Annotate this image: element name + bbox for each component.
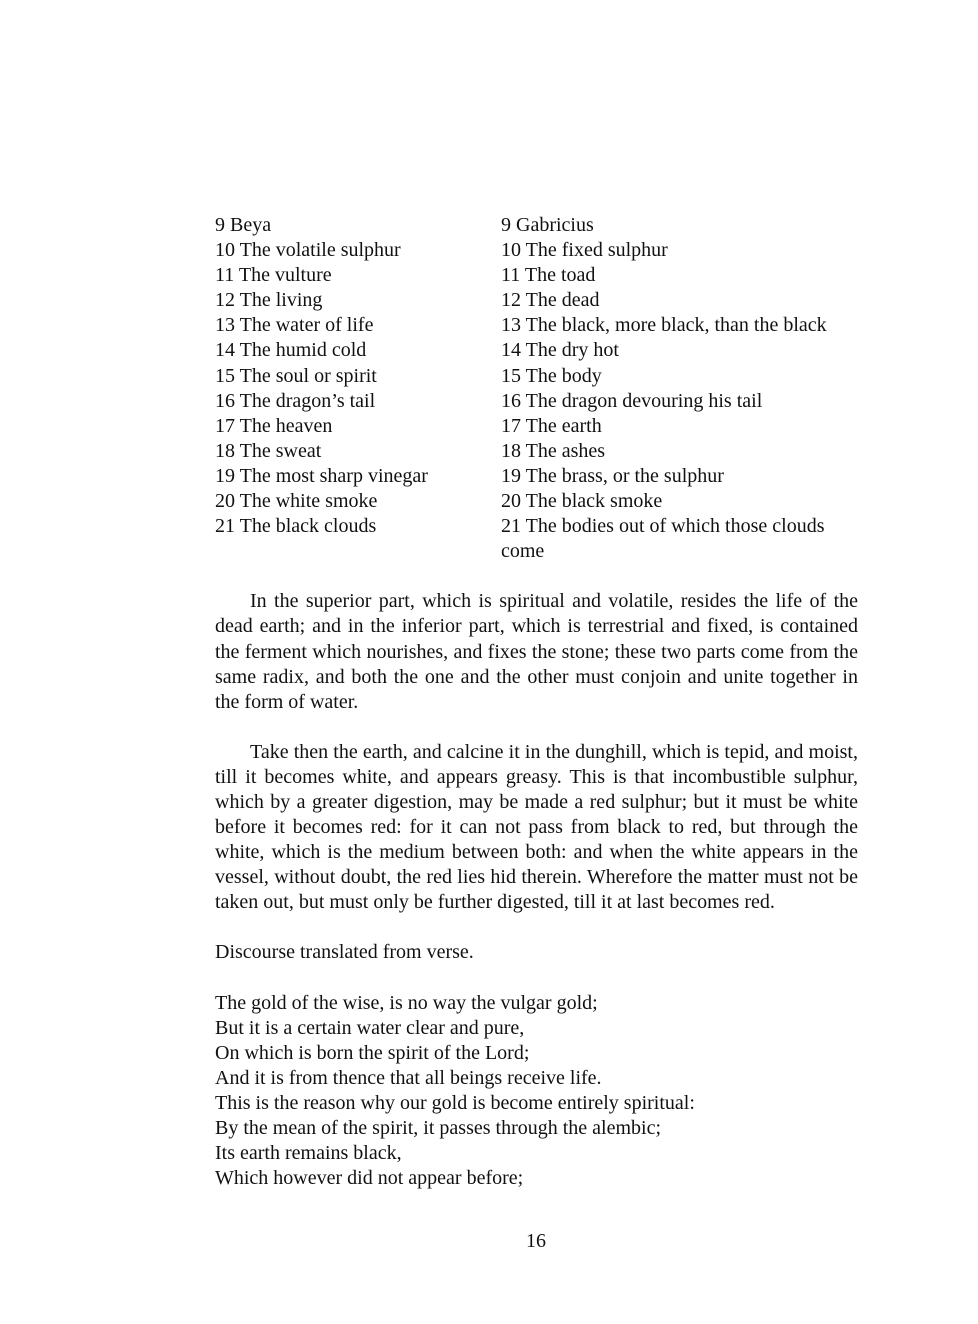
table-cell-left: 20 The white smoke [215,490,378,513]
verse-block [215,991,858,1192]
table-cell-left: 13 The water of life [215,314,374,337]
verse-line: The gold of the wise, is no way the vulgar gold; [215,991,598,1014]
table-cell-right: 15 The body [501,364,602,387]
table-cell-left: 19 The most sharp vinegar [215,464,428,487]
table-cell-right: 21 The bodies out of which those clouds come [501,515,825,563]
verse-line: Which however did not appear before; [215,1167,524,1190]
verse-line: By the mean of the spirit, it passes through the alembic; [215,1117,662,1139]
table-cell-left: 14 The humid cold [215,339,367,362]
verse-line: Its earth remains black, [215,1142,402,1165]
spacer [215,715,858,740]
table-cell-left: 16 The dragon’s tail [215,389,376,412]
verse-line: And it is from thence that all beings receive life. [215,1066,602,1089]
table-cell-left: 21 The black clouds [215,515,377,538]
body-paragraph: In the superior part, which is spiritual and volatile, resides the life of the dead earth; and in the inferior part, which is terrestrial and fixed, is contained the ferment which nourishes, and fixes the stone; these two parts come from the same radix, and both the one and the other must conjoin and unite together in the form of water. [215,590,858,713]
table-cell-left: 9 Beya [215,214,272,236]
table-cell-left: 11 The vulture [215,264,332,287]
page-number: 16 [526,1230,546,1252]
table-cell-right: 19 The brass, or the sulphur [501,464,724,487]
table-cell-right: 20 The black smoke [501,490,663,513]
table-cell-left: 17 The heaven [215,414,333,437]
table-cell-right: 14 The dry hot [501,339,619,362]
table-cell-right: 12 The dead [501,289,600,312]
spacer [215,564,858,589]
section-heading: Discourse translated from verse. [215,941,474,964]
table-cell-right: 17 The earth [501,414,602,437]
table-cell-left: 10 The volatile sulphur [215,239,401,262]
correspondence-table [215,213,858,564]
verse-line: On which is born the spirit of the Lord; [215,1041,530,1064]
table-cell-left: 18 The sweat [215,439,322,462]
verse-line: But it is a certain water clear and pure, [215,1016,525,1039]
spacer [215,915,858,940]
table-cell-right: 10 The fixed sulphur [501,239,668,262]
spacer [215,966,858,991]
table-cell-left: 15 The soul or spirit [215,364,377,387]
table-cell-right: 11 The toad [501,264,596,287]
table-cell-right: 9 Gabricius [501,214,594,236]
table-cell-right: 16 The dragon devouring his tail [501,389,763,412]
table-cell-left: 12 The living [215,289,323,312]
page-body [215,213,858,1191]
body-paragraph: Take then the earth, and calcine it in the dunghill, which is tepid, and moist, till it becomes white, and appears greasy. This is that incombustible sulphur, which by a greater digestion, may be made a red sulphur; but it must be white before it becomes red: for it can not pass from black to red, but through the white, which is the medium between both: and when the white appears in the vessel, without doubt, the red lies hid therein. Wherefore the matter must not be taken out, but must only be further digested, till it at last becomes red. [215,740,858,914]
table-cell-right: 13 The black, more black, than the black [501,314,827,337]
verse-line: This is the reason why our gold is become entirely spiritual: [215,1091,695,1114]
table-cell-right: 18 The ashes [501,439,606,462]
